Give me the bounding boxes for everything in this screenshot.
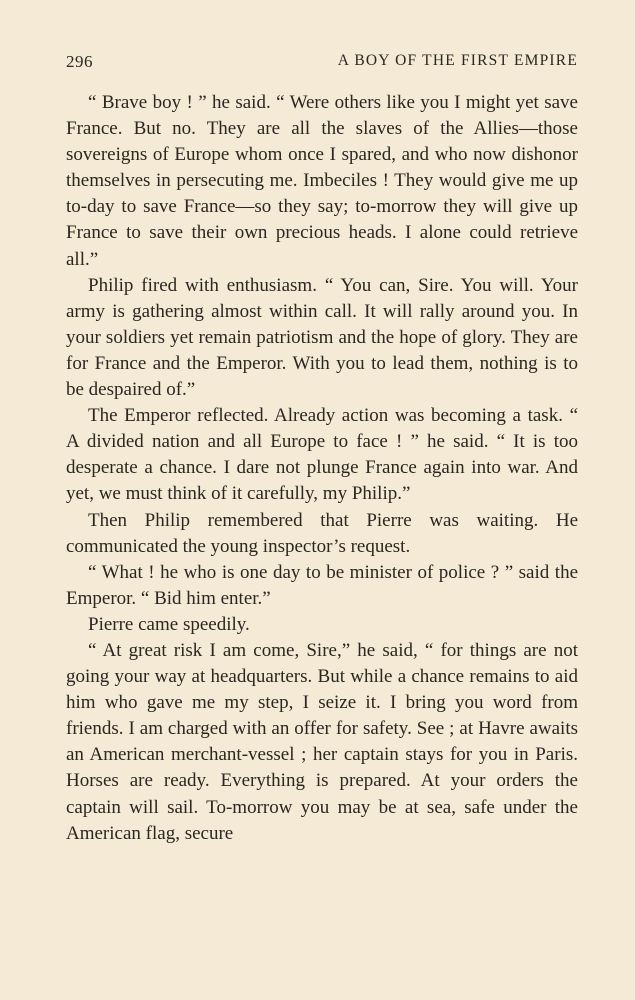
paragraph: Philip fired with enthusiasm. “ You can, Sire. You will. Your army is gathering almost within call. It will rally around you. In your soldiers yet remain patriotism and the hope of glory. They are for France and the Emperor. With you to lead them, nothing is to be despaired of.” [66, 274, 578, 401]
paragraph: “ Brave boy ! ” he said. “ Were others like you I might yet save France. But no. They are all the slaves of the Allies—those sovereigns of Europe whom once I spared, and who now dishonor themselves in persecuting me. Imbeciles ! They would give me up to-day to save France—so they say; to-morrow they will give up France to save their own precious heads. I alone could retrieve all.” [66, 92, 578, 270]
paragraph: “ At great risk I am come, Sire,” he said, “ for things are not going your way at headquarters. But while a chance remains to aid him who gave me my step, I seize it. I bring you word from friends. I am charged with an offer for safety. See ; at Havre awaits an American merchant-vessel ; her captain stays for you in Paris. Horses are ready. Everything is prepared. At your orders the captain will sail. To-morrow you may be at sea, safe under the American flag, secure [66, 639, 578, 844]
running-head: A BOY OF THE FIRST EMPIRE [337, 52, 578, 69]
paragraph: “ What ! he who is one day to be minister of police ? ” said the Emperor. “ Bid him enter.” [66, 561, 578, 609]
page-number: 296 [66, 52, 93, 71]
paragraph: Then Philip remembered that Pierre was waiting. He communicated the young inspector’s request. [66, 509, 578, 557]
body-text [66, 90, 578, 847]
paragraph: The Emperor reflected. Already action was becoming a task. “ A divided nation and all Europe to face ! ” he said. “ It is too desperate a chance. I dare not plunge France again into war. And yet, we must think of it carefully, my Philip.” [66, 405, 578, 505]
paragraph: Pierre came speedily. [88, 613, 250, 635]
page-header [66, 52, 578, 74]
